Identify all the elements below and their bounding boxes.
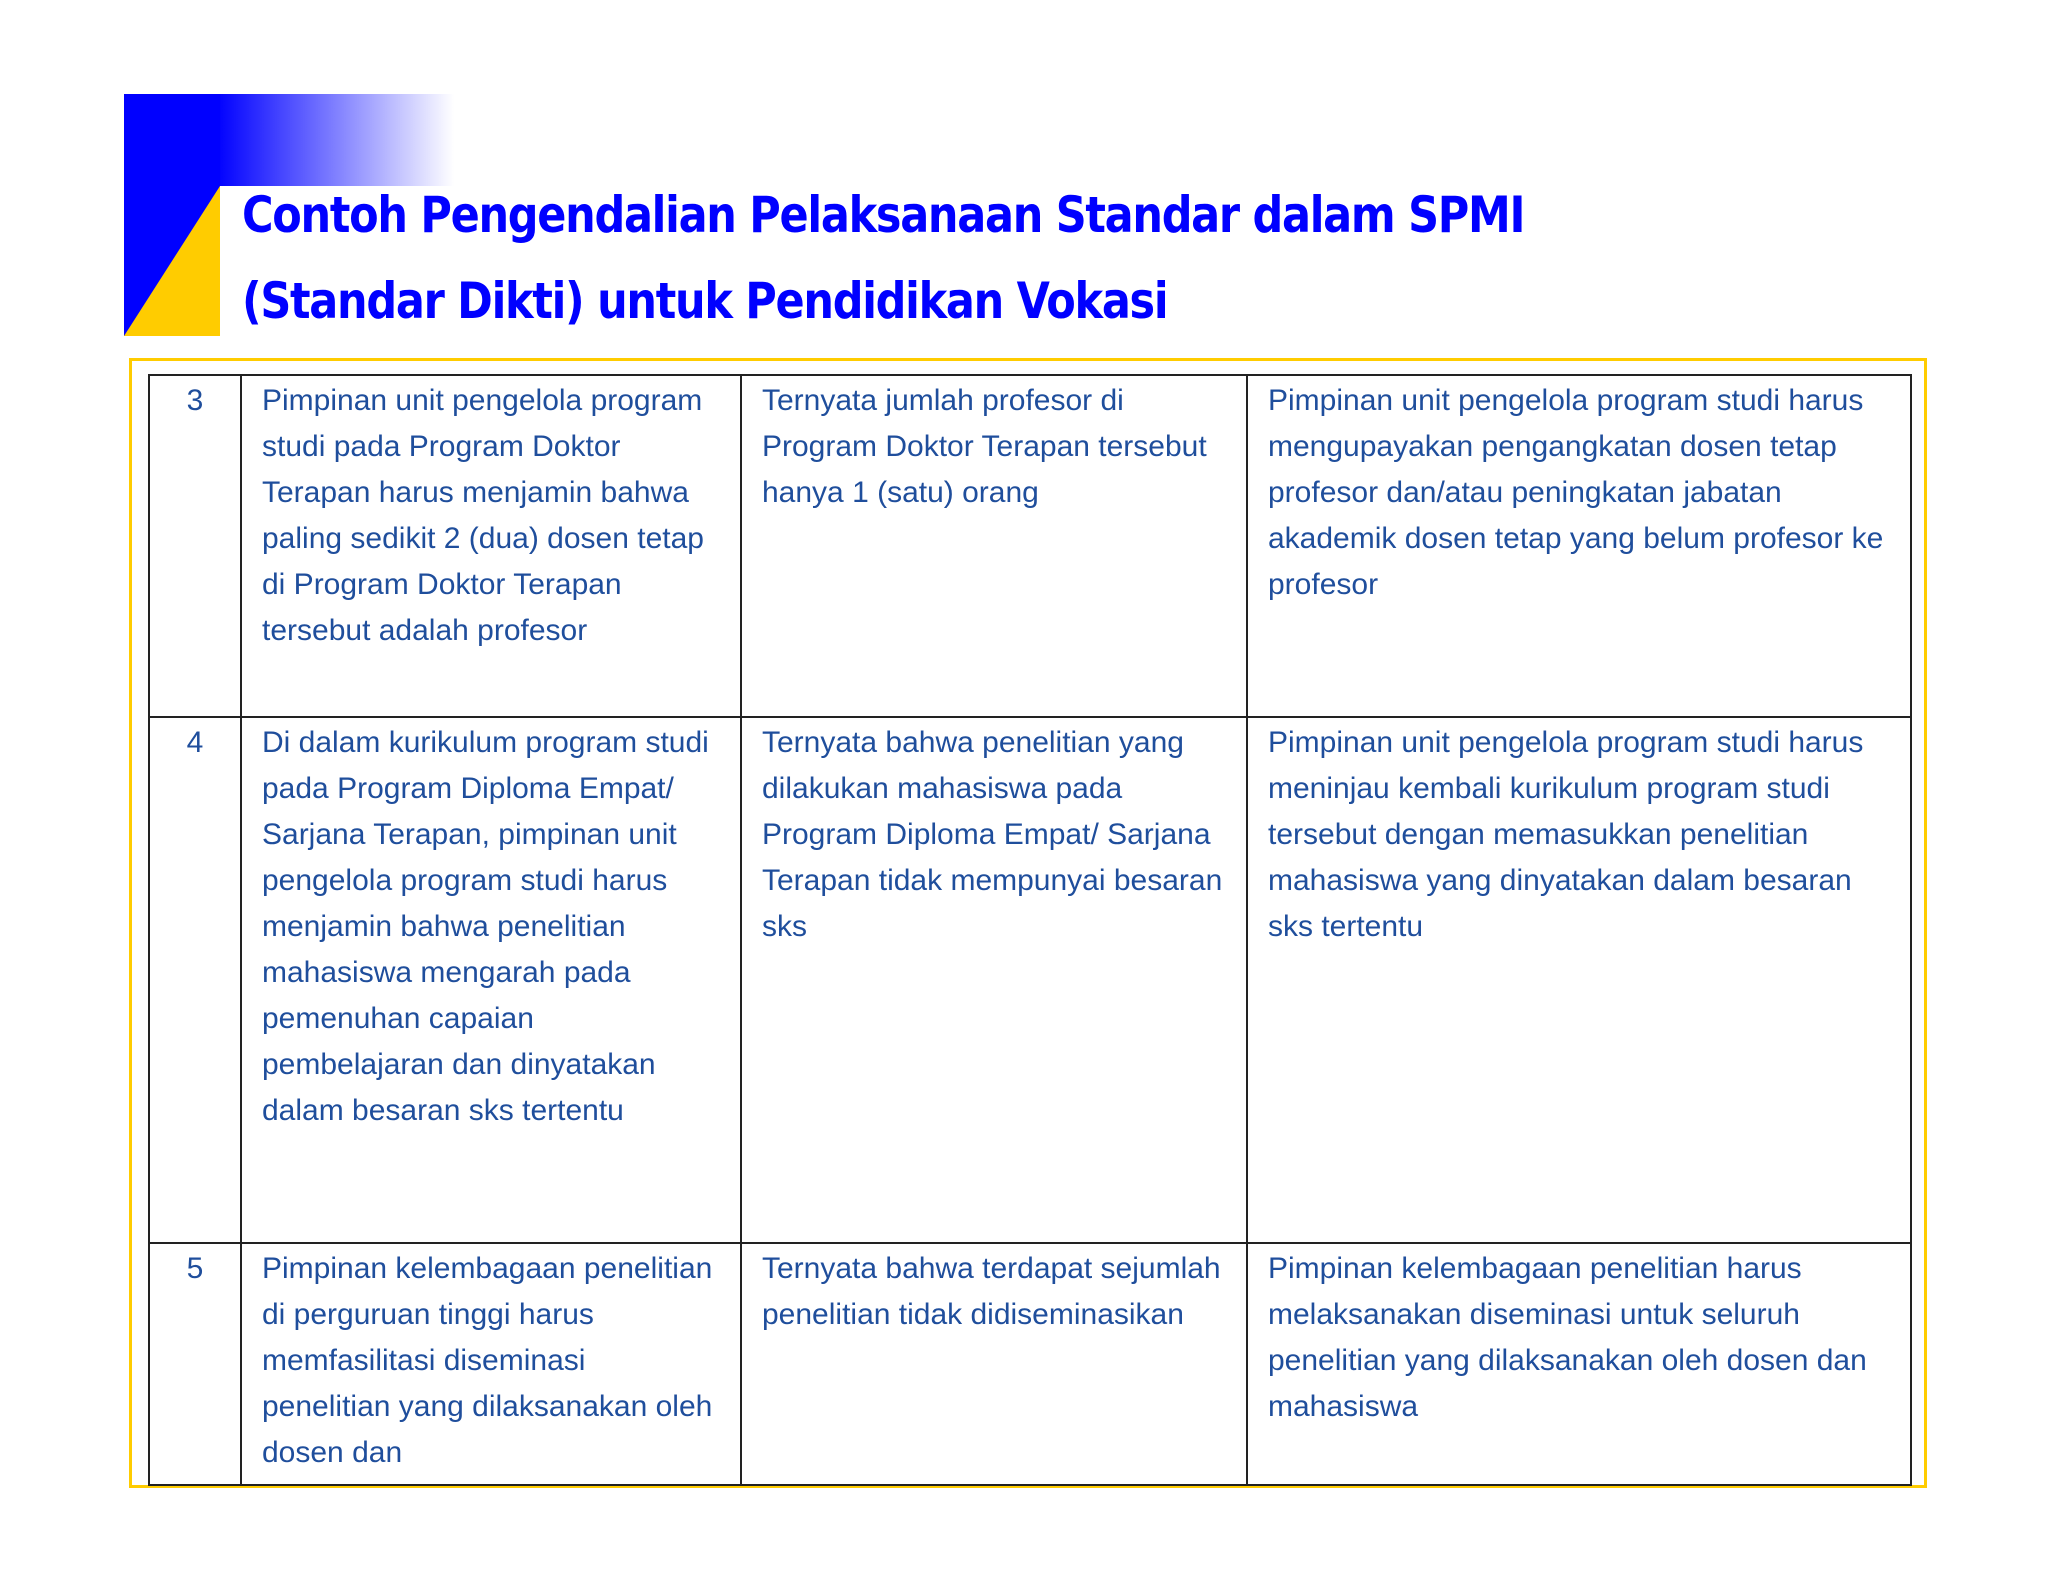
table-row — [149, 1243, 1911, 1485]
action-cell: Pimpinan kelembagaan penelitian harus melaksanakan diseminasi untuk seluruh penelitian yang dilaksanakan oleh dosen dan mahasiswa — [1247, 1243, 1911, 1485]
row-number: 3 — [149, 375, 241, 717]
standard-cell: Di dalam kurikulum program studi pada Program Diploma Empat/ Sarjana Terapan, pimpinan unit pengelola program studi harus menjamin bahwa penelitian mahasiswa mengarah pada pemenuhan capaian pembelajaran dan dinyatakan dalam besaran sks tertentu — [241, 717, 741, 1243]
standards-table — [148, 374, 1912, 1486]
action-cell: Pimpinan unit pengelola program studi harus meninjau kembali kurikulum program studi tersebut dengan memasukkan penelitian mahasiswa yang dinyatakan dalam besaran sks tertentu — [1247, 717, 1911, 1243]
finding-cell: Ternyata bahwa terdapat sejumlah penelitian tidak didiseminasikan — [741, 1243, 1247, 1485]
row-number: 4 — [149, 717, 241, 1243]
standard-cell: Pimpinan kelembagaan penelitian di perguruan tinggi harus memfasilitasi diseminasi penelitian yang dilaksanakan oleh dosen dan — [241, 1243, 741, 1485]
table-row — [149, 717, 1911, 1243]
action-cell: Pimpinan unit pengelola program studi harus mengupayakan pengangkatan dosen tetap profesor dan/atau peningkatan jabatan akademik dosen tetap yang belum profesor ke profesor — [1247, 375, 1911, 717]
table-row — [149, 375, 1911, 717]
row-number: 5 — [149, 1243, 241, 1485]
finding-cell: Ternyata jumlah profesor di Program Doktor Terapan tersebut hanya 1 (satu) orang — [741, 375, 1247, 717]
finding-cell: Ternyata bahwa penelitian yang dilakukan mahasiswa pada Program Diploma Empat/ Sarjana Terapan tidak mempunyai besaran sks — [741, 717, 1247, 1243]
standard-cell: Pimpinan unit pengelola program studi pada Program Doktor Terapan harus menjamin bahwa paling sedikit 2 (dua) dosen tetap di Program Doktor Terapan tersebut adalah profesor — [241, 375, 741, 717]
slide-title: Contoh Pengendalian Pelaksanaan Standar dalam SPMI (Standar Dikti) untuk Pendidikan Vokasi — [242, 186, 1525, 330]
